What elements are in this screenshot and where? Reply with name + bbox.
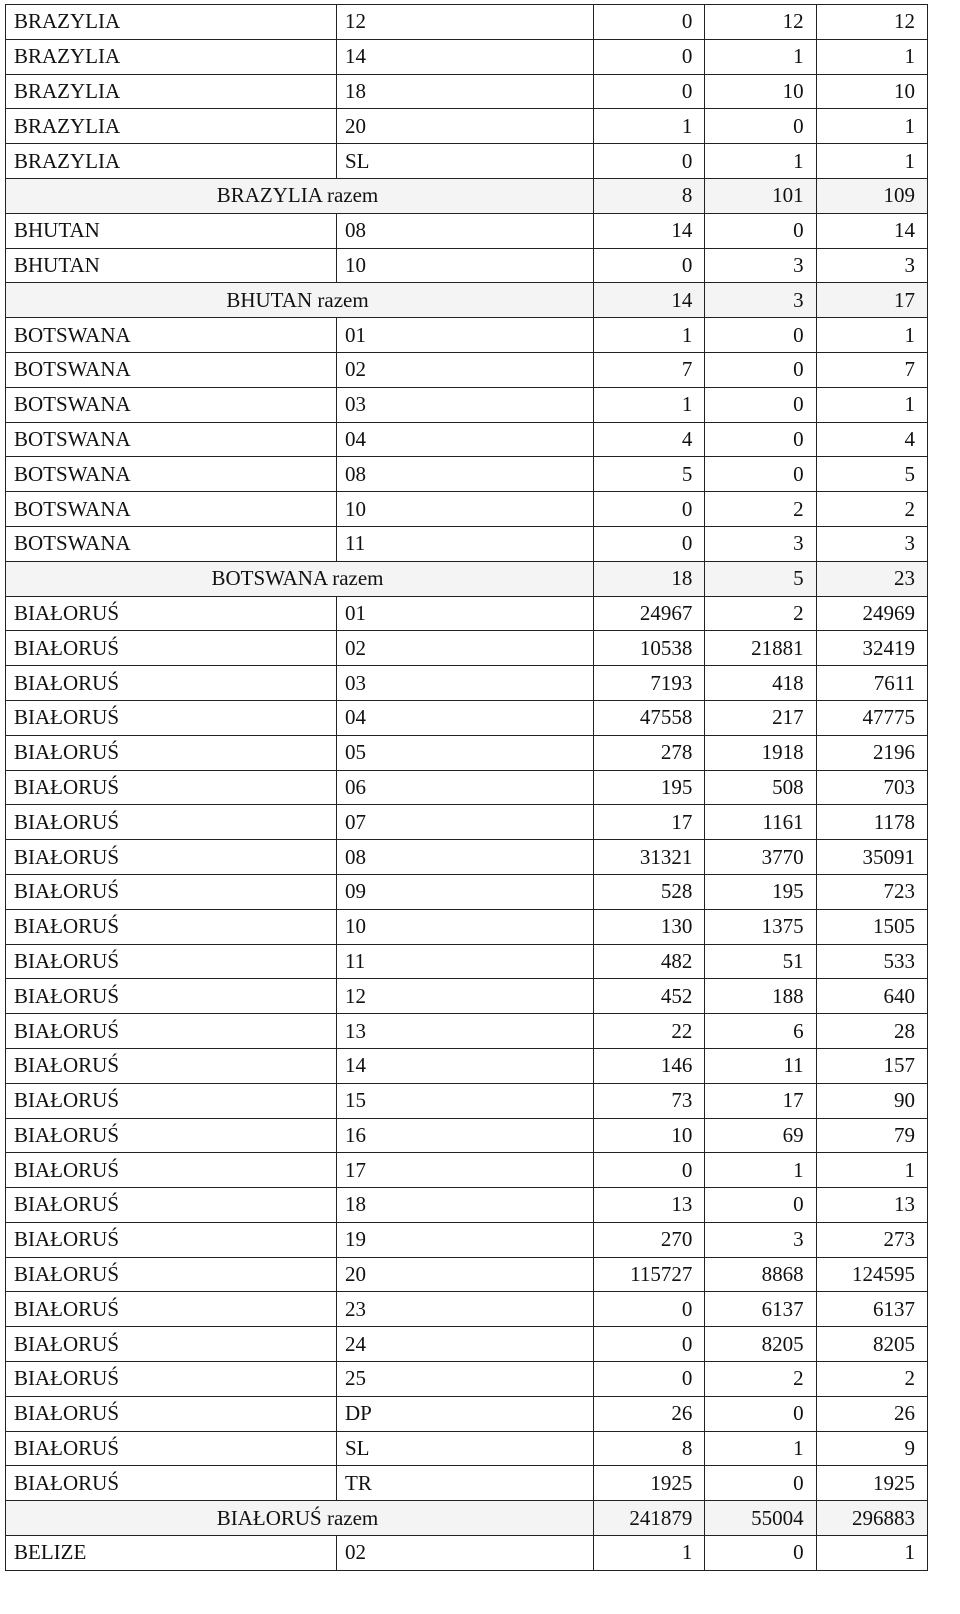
value-1-cell: 0	[594, 5, 705, 40]
country-cell: BOTSWANA	[6, 352, 337, 387]
subtotal-row	[6, 1501, 928, 1536]
country-cell: BIAŁORUŚ	[6, 631, 337, 666]
table-row	[6, 144, 928, 179]
code-cell: 15	[337, 1083, 594, 1118]
table-body	[6, 5, 928, 1571]
value-1-cell: 195	[594, 770, 705, 805]
total-cell: 1	[816, 387, 927, 422]
code-cell: 20	[337, 109, 594, 144]
subtotal-label-cell: BHUTAN razem	[6, 283, 594, 318]
code-cell: 13	[337, 1014, 594, 1049]
value-2-cell: 2	[705, 492, 816, 527]
value-1-cell: 482	[594, 944, 705, 979]
total-cell: 35091	[816, 840, 927, 875]
value-2-cell: 11	[705, 1048, 816, 1083]
table-row	[6, 1466, 928, 1501]
table-row	[6, 770, 928, 805]
value-1-cell: 452	[594, 979, 705, 1014]
value-1-cell: 241879	[594, 1501, 705, 1536]
value-1-cell: 10538	[594, 631, 705, 666]
value-2-cell: 195	[705, 874, 816, 909]
total-cell: 723	[816, 874, 927, 909]
value-1-cell: 1	[594, 109, 705, 144]
total-cell: 4	[816, 422, 927, 457]
value-1-cell: 4	[594, 422, 705, 457]
table-row	[6, 352, 928, 387]
total-cell: 1	[816, 39, 927, 74]
value-1-cell: 10	[594, 1118, 705, 1153]
code-cell: 25	[337, 1362, 594, 1397]
value-1-cell: 1	[594, 387, 705, 422]
country-cell: BHUTAN	[6, 248, 337, 283]
value-2-cell: 0	[705, 1466, 816, 1501]
country-cell: BHUTAN	[6, 213, 337, 248]
country-cell: BIAŁORUŚ	[6, 735, 337, 770]
country-cell: BIAŁORUŚ	[6, 1257, 337, 1292]
value-1-cell: 47558	[594, 700, 705, 735]
value-1-cell: 8	[594, 1431, 705, 1466]
subtotal-label-cell: BRAZYLIA razem	[6, 178, 594, 213]
total-cell: 6137	[816, 1292, 927, 1327]
table-row	[6, 1222, 928, 1257]
value-1-cell: 14	[594, 213, 705, 248]
code-cell: 03	[337, 387, 594, 422]
value-2-cell: 0	[705, 387, 816, 422]
value-2-cell: 10	[705, 74, 816, 109]
table-row	[6, 700, 928, 735]
code-cell: 10	[337, 909, 594, 944]
code-cell: 12	[337, 979, 594, 1014]
table-row	[6, 1536, 928, 1571]
total-cell: 9	[816, 1431, 927, 1466]
value-2-cell: 6137	[705, 1292, 816, 1327]
table-row	[6, 248, 928, 283]
table-row	[6, 1014, 928, 1049]
table-row	[6, 944, 928, 979]
total-cell: 10	[816, 74, 927, 109]
total-cell: 5	[816, 457, 927, 492]
value-2-cell: 1	[705, 39, 816, 74]
total-cell: 3	[816, 248, 927, 283]
value-1-cell: 270	[594, 1222, 705, 1257]
country-cell: BIAŁORUŚ	[6, 840, 337, 875]
code-cell: 01	[337, 318, 594, 353]
code-cell: 17	[337, 1153, 594, 1188]
table-row	[6, 422, 928, 457]
code-cell: 08	[337, 840, 594, 875]
table-row	[6, 840, 928, 875]
code-cell: 07	[337, 805, 594, 840]
code-cell: 14	[337, 1048, 594, 1083]
value-1-cell: 130	[594, 909, 705, 944]
code-cell: 16	[337, 1118, 594, 1153]
code-cell: 14	[337, 39, 594, 74]
value-2-cell: 0	[705, 1188, 816, 1223]
country-cell: BIAŁORUŚ	[6, 1292, 337, 1327]
country-cell: BIAŁORUŚ	[6, 1362, 337, 1397]
total-cell: 124595	[816, 1257, 927, 1292]
code-cell: 02	[337, 352, 594, 387]
value-2-cell: 0	[705, 457, 816, 492]
total-cell: 1	[816, 1536, 927, 1571]
value-2-cell: 101	[705, 178, 816, 213]
table-row	[6, 1048, 928, 1083]
total-cell: 1505	[816, 909, 927, 944]
value-2-cell: 1918	[705, 735, 816, 770]
total-cell: 23	[816, 561, 927, 596]
value-2-cell: 21881	[705, 631, 816, 666]
value-1-cell: 528	[594, 874, 705, 909]
country-cell: BIAŁORUŚ	[6, 770, 337, 805]
table-row	[6, 909, 928, 944]
code-cell: 10	[337, 492, 594, 527]
country-cell: BIAŁORUŚ	[6, 1014, 337, 1049]
total-cell: 2	[816, 492, 927, 527]
value-2-cell: 3	[705, 248, 816, 283]
value-2-cell: 1	[705, 1431, 816, 1466]
value-1-cell: 0	[594, 39, 705, 74]
value-1-cell: 14	[594, 283, 705, 318]
value-2-cell: 55004	[705, 1501, 816, 1536]
value-1-cell: 26	[594, 1396, 705, 1431]
code-cell: 23	[337, 1292, 594, 1327]
country-cell: BIAŁORUŚ	[6, 874, 337, 909]
total-cell: 79	[816, 1118, 927, 1153]
value-2-cell: 3770	[705, 840, 816, 875]
value-2-cell: 0	[705, 352, 816, 387]
value-2-cell: 188	[705, 979, 816, 1014]
total-cell: 3	[816, 526, 927, 561]
value-2-cell: 6	[705, 1014, 816, 1049]
total-cell: 1178	[816, 805, 927, 840]
total-cell: 2196	[816, 735, 927, 770]
total-cell: 13	[816, 1188, 927, 1223]
country-cell: BIAŁORUŚ	[6, 1222, 337, 1257]
table-row	[6, 1257, 928, 1292]
table-row	[6, 318, 928, 353]
subtotal-row	[6, 178, 928, 213]
value-1-cell: 0	[594, 1327, 705, 1362]
code-cell: 11	[337, 526, 594, 561]
table-row	[6, 5, 928, 40]
value-1-cell: 146	[594, 1048, 705, 1083]
total-cell: 640	[816, 979, 927, 1014]
value-1-cell: 17	[594, 805, 705, 840]
table-row	[6, 1327, 928, 1362]
value-1-cell: 0	[594, 1153, 705, 1188]
value-2-cell: 3	[705, 526, 816, 561]
table-row	[6, 596, 928, 631]
code-cell: 12	[337, 5, 594, 40]
country-cell: BRAZYLIA	[6, 109, 337, 144]
country-cell: BIAŁORUŚ	[6, 1153, 337, 1188]
country-cell: BRAZYLIA	[6, 144, 337, 179]
country-cell: BIAŁORUŚ	[6, 1396, 337, 1431]
table-row	[6, 457, 928, 492]
value-2-cell: 0	[705, 422, 816, 457]
country-cell: BRAZYLIA	[6, 39, 337, 74]
code-cell: 18	[337, 1188, 594, 1223]
total-cell: 47775	[816, 700, 927, 735]
total-cell: 533	[816, 944, 927, 979]
code-cell: 04	[337, 700, 594, 735]
value-2-cell: 0	[705, 318, 816, 353]
total-cell: 2	[816, 1362, 927, 1397]
code-cell: DP	[337, 1396, 594, 1431]
total-cell: 24969	[816, 596, 927, 631]
total-cell: 1	[816, 1153, 927, 1188]
code-cell: TR	[337, 1466, 594, 1501]
code-cell: SL	[337, 1431, 594, 1466]
country-cell: BIAŁORUŚ	[6, 944, 337, 979]
value-2-cell: 69	[705, 1118, 816, 1153]
code-cell: 19	[337, 1222, 594, 1257]
code-cell: 24	[337, 1327, 594, 1362]
value-1-cell: 5	[594, 457, 705, 492]
table-row	[6, 979, 928, 1014]
value-1-cell: 18	[594, 561, 705, 596]
country-cell: BIAŁORUŚ	[6, 909, 337, 944]
country-data-table	[5, 4, 928, 1571]
value-2-cell: 3	[705, 1222, 816, 1257]
value-1-cell: 0	[594, 1362, 705, 1397]
value-2-cell: 217	[705, 700, 816, 735]
table-row	[6, 387, 928, 422]
table-row	[6, 1118, 928, 1153]
table-row	[6, 1188, 928, 1223]
country-cell: BIAŁORUŚ	[6, 979, 337, 1014]
value-1-cell: 115727	[594, 1257, 705, 1292]
country-cell: BIAŁORUŚ	[6, 1466, 337, 1501]
country-cell: BIAŁORUŚ	[6, 666, 337, 701]
total-cell: 703	[816, 770, 927, 805]
table-row	[6, 526, 928, 561]
country-cell: BIAŁORUŚ	[6, 700, 337, 735]
table-row	[6, 1431, 928, 1466]
code-cell: 06	[337, 770, 594, 805]
country-cell: BOTSWANA	[6, 318, 337, 353]
code-cell: 02	[337, 631, 594, 666]
value-2-cell: 12	[705, 5, 816, 40]
value-2-cell: 0	[705, 1396, 816, 1431]
code-cell: SL	[337, 144, 594, 179]
total-cell: 109	[816, 178, 927, 213]
value-2-cell: 5	[705, 561, 816, 596]
code-cell: 08	[337, 457, 594, 492]
total-cell: 1	[816, 318, 927, 353]
subtotal-row	[6, 283, 928, 318]
value-1-cell: 13	[594, 1188, 705, 1223]
country-cell: BIAŁORUŚ	[6, 1118, 337, 1153]
value-1-cell: 73	[594, 1083, 705, 1118]
total-cell: 1925	[816, 1466, 927, 1501]
country-cell: BOTSWANA	[6, 492, 337, 527]
value-2-cell: 8868	[705, 1257, 816, 1292]
table-row	[6, 213, 928, 248]
country-cell: BIAŁORUŚ	[6, 1048, 337, 1083]
total-cell: 8205	[816, 1327, 927, 1362]
code-cell: 08	[337, 213, 594, 248]
table-row	[6, 109, 928, 144]
country-cell: BIAŁORUŚ	[6, 1327, 337, 1362]
subtotal-label-cell: BOTSWANA razem	[6, 561, 594, 596]
table-row	[6, 74, 928, 109]
table-row	[6, 874, 928, 909]
value-1-cell: 0	[594, 74, 705, 109]
value-1-cell: 7	[594, 352, 705, 387]
total-cell: 157	[816, 1048, 927, 1083]
table-row	[6, 1396, 928, 1431]
value-2-cell: 17	[705, 1083, 816, 1118]
total-cell: 14	[816, 213, 927, 248]
code-cell: 01	[337, 596, 594, 631]
value-2-cell: 1	[705, 1153, 816, 1188]
total-cell: 1	[816, 144, 927, 179]
total-cell: 7611	[816, 666, 927, 701]
value-2-cell: 8205	[705, 1327, 816, 1362]
code-cell: 04	[337, 422, 594, 457]
value-1-cell: 1	[594, 1536, 705, 1571]
total-cell: 296883	[816, 1501, 927, 1536]
total-cell: 17	[816, 283, 927, 318]
code-cell: 11	[337, 944, 594, 979]
total-cell: 1	[816, 109, 927, 144]
country-cell: BOTSWANA	[6, 387, 337, 422]
value-1-cell: 31321	[594, 840, 705, 875]
value-2-cell: 508	[705, 770, 816, 805]
code-cell: 03	[337, 666, 594, 701]
total-cell: 90	[816, 1083, 927, 1118]
subtotal-label-cell: BIAŁORUŚ razem	[6, 1501, 594, 1536]
value-2-cell: 1161	[705, 805, 816, 840]
value-2-cell: 3	[705, 283, 816, 318]
table-row	[6, 735, 928, 770]
value-1-cell: 7193	[594, 666, 705, 701]
value-2-cell: 0	[705, 1536, 816, 1571]
value-1-cell: 8	[594, 178, 705, 213]
value-2-cell: 2	[705, 1362, 816, 1397]
table-row	[6, 1153, 928, 1188]
value-1-cell: 1	[594, 318, 705, 353]
total-cell: 12	[816, 5, 927, 40]
code-cell: 20	[337, 1257, 594, 1292]
code-cell: 10	[337, 248, 594, 283]
country-cell: BOTSWANA	[6, 422, 337, 457]
total-cell: 273	[816, 1222, 927, 1257]
value-1-cell: 1925	[594, 1466, 705, 1501]
value-2-cell: 0	[705, 109, 816, 144]
country-cell: BIAŁORUŚ	[6, 805, 337, 840]
value-1-cell: 0	[594, 492, 705, 527]
value-2-cell: 51	[705, 944, 816, 979]
code-cell: 02	[337, 1536, 594, 1571]
total-cell: 7	[816, 352, 927, 387]
code-cell: 09	[337, 874, 594, 909]
table-row	[6, 492, 928, 527]
value-2-cell: 1	[705, 144, 816, 179]
value-2-cell: 0	[705, 213, 816, 248]
country-cell: BIAŁORUŚ	[6, 1431, 337, 1466]
total-cell: 26	[816, 1396, 927, 1431]
table-row	[6, 1362, 928, 1397]
value-2-cell: 2	[705, 596, 816, 631]
value-1-cell: 0	[594, 248, 705, 283]
country-cell: BOTSWANA	[6, 457, 337, 492]
value-2-cell: 1375	[705, 909, 816, 944]
country-cell: BIAŁORUŚ	[6, 1188, 337, 1223]
value-2-cell: 418	[705, 666, 816, 701]
code-cell: 05	[337, 735, 594, 770]
value-1-cell: 0	[594, 144, 705, 179]
value-1-cell: 24967	[594, 596, 705, 631]
subtotal-row	[6, 561, 928, 596]
total-cell: 32419	[816, 631, 927, 666]
country-cell: BOTSWANA	[6, 526, 337, 561]
table-row	[6, 631, 928, 666]
total-cell: 28	[816, 1014, 927, 1049]
country-cell: BRAZYLIA	[6, 5, 337, 40]
country-cell: BELIZE	[6, 1536, 337, 1571]
code-cell: 18	[337, 74, 594, 109]
country-cell: BIAŁORUŚ	[6, 1083, 337, 1118]
table-row	[6, 1292, 928, 1327]
value-1-cell: 278	[594, 735, 705, 770]
country-cell: BRAZYLIA	[6, 74, 337, 109]
country-cell: BIAŁORUŚ	[6, 596, 337, 631]
table-row	[6, 39, 928, 74]
table-row	[6, 666, 928, 701]
value-1-cell: 0	[594, 526, 705, 561]
value-1-cell: 22	[594, 1014, 705, 1049]
table-row	[6, 1083, 928, 1118]
table-row	[6, 805, 928, 840]
value-1-cell: 0	[594, 1292, 705, 1327]
